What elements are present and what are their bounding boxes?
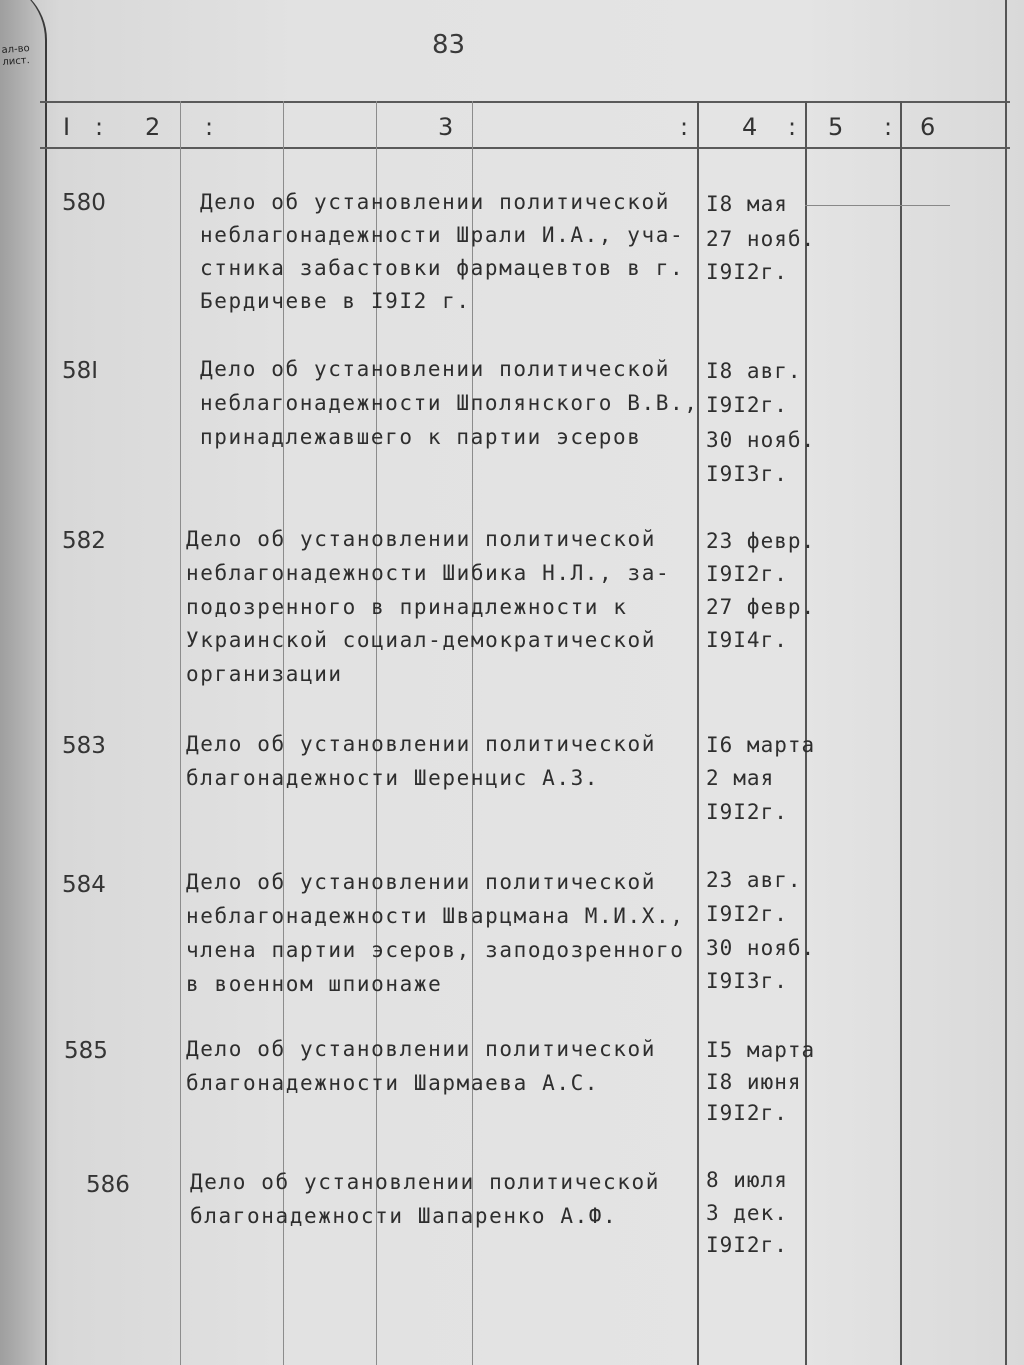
description-line: благонадежности Шармаева А.С.: [186, 1071, 600, 1095]
description-line: Украинской социал-демократической: [186, 628, 657, 652]
column-number: 5: [828, 113, 844, 141]
description-line: Дело об установлении политической: [186, 732, 657, 756]
date-line: I9I2г.: [706, 1233, 788, 1257]
date-line: 27 нояб.: [706, 227, 816, 251]
date-line: I9I3г.: [706, 969, 788, 993]
date-line: I9I2г.: [706, 1101, 788, 1125]
date-line: I8 июня: [706, 1070, 802, 1094]
description-line: неблагонадежности Шполянского В.В.,: [200, 391, 699, 415]
date-line: 23 авг.: [706, 868, 802, 892]
description-line: Дело об установлении политической: [186, 1037, 657, 1061]
description-line: подозренного в принадлежности к: [186, 595, 628, 619]
column-divider: [697, 101, 699, 1365]
binding-label-line: ал-во: [1, 43, 31, 56]
description-line: в военном шпионаже: [186, 972, 443, 996]
entry-number: 583: [62, 733, 106, 759]
column-number: I: [63, 113, 71, 141]
binding-label: [1, 43, 31, 69]
binding-margin: [0, 0, 47, 1365]
column-header-underline: [805, 205, 950, 206]
description-line: Дело об установлении политической: [190, 1170, 661, 1194]
header-top-rule: [40, 101, 1010, 103]
entry-number: 584: [62, 872, 106, 898]
description-line: Дело об установлении политической: [186, 870, 657, 894]
entry-number: 586: [86, 1172, 130, 1198]
date-line: 8 июля: [706, 1168, 788, 1192]
date-line: 2 мая: [706, 766, 775, 790]
description-line: Бердичеве в I9I2 г.: [200, 289, 471, 313]
description-line: стника забастовки фармацевтов в г.: [200, 256, 685, 280]
date-line: I9I3г.: [706, 462, 788, 486]
entry-number: 58I: [62, 358, 99, 384]
date-line: I6 марта: [706, 733, 816, 757]
description-line: организации: [186, 662, 343, 686]
date-line: I9I4г.: [706, 628, 788, 652]
date-line: I9I2г.: [706, 902, 788, 926]
date-line: 27 февр.: [706, 595, 816, 619]
entry-number: 580: [62, 190, 106, 216]
column-divider: [1005, 0, 1007, 1365]
date-line: I8 мая: [706, 192, 788, 216]
header-bottom-rule: [40, 147, 1010, 149]
column-divider: [180, 101, 181, 1365]
column-separator: :: [205, 113, 214, 141]
date-line: I9I2г.: [706, 562, 788, 586]
column-separator: :: [884, 113, 893, 141]
column-separator: :: [788, 113, 797, 141]
description-line: неблагонадежности Шрали И.А., уча-: [200, 223, 685, 247]
description-line: неблагонадежности Шибика Н.Л., за-: [186, 561, 671, 585]
description-line: Дело об установлении политической: [200, 190, 671, 214]
page-number: 83: [432, 30, 466, 60]
date-line: I8 авг.: [706, 359, 802, 383]
description-line: Дело об установлении политической: [186, 527, 657, 551]
binding-label-line: лист.: [2, 55, 31, 68]
column-number: 3: [438, 113, 454, 141]
date-line: 3 дек.: [706, 1201, 788, 1225]
column-separator: :: [680, 113, 689, 141]
date-line: 23 февр.: [706, 529, 816, 553]
date-line: I5 марта: [706, 1038, 816, 1062]
date-line: I9I2г.: [706, 393, 788, 417]
entry-number: 585: [64, 1038, 108, 1064]
entry-number: 582: [62, 528, 106, 554]
column-number: 6: [920, 113, 936, 141]
date-line: 30 нояб.: [706, 428, 816, 452]
date-line: I9I2г.: [706, 800, 788, 824]
column-number: 4: [742, 113, 758, 141]
description-line: благонадежности Шапаренко А.Ф.: [190, 1204, 618, 1228]
description-line: члена партии эсеров, заподозренного: [186, 938, 685, 962]
date-line: 30 нояб.: [706, 936, 816, 960]
column-number: 2: [145, 113, 161, 141]
column-separator: :: [95, 113, 104, 141]
description-line: принадлежавшего к партии эсеров: [200, 425, 642, 449]
description-line: Дело об установлении политической: [200, 357, 671, 381]
description-line: благонадежности Шеренцис А.З.: [186, 766, 600, 790]
date-line: I9I2г.: [706, 260, 788, 284]
column-divider: [900, 101, 902, 1365]
description-line: неблагонадежности Шварцмана М.И.Х.,: [186, 904, 685, 928]
